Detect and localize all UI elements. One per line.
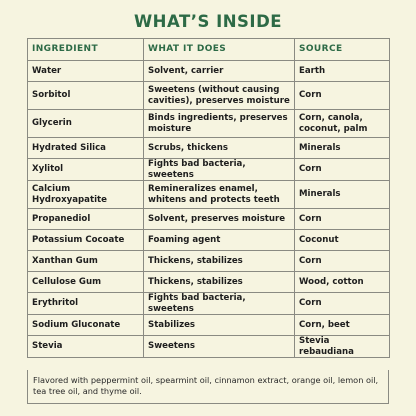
source-cell: Minerals (295, 181, 390, 209)
function-cell: Thickens, stabilizes (144, 251, 295, 272)
source-cell: Corn (295, 82, 390, 110)
ingredient-cell: Sodium Gluconate (28, 315, 144, 336)
source-cell: Corn (295, 209, 390, 230)
function-cell: Remineralizes enamel, whitens and protects teeth (144, 181, 295, 209)
table-row (28, 315, 390, 336)
function-cell: Solvent, preserves moisture (144, 209, 295, 230)
ingredient-cell: Xylitol (28, 159, 144, 181)
table-row (28, 159, 390, 181)
ingredients-table (27, 38, 390, 358)
source-cell: Stevia rebaudiana (295, 336, 390, 358)
table-row (28, 251, 390, 272)
table-row (28, 293, 390, 315)
ingredient-cell: Sorbitol (28, 82, 144, 110)
table-row (28, 61, 390, 82)
function-cell: Binds ingredients, preserves moisture (144, 110, 295, 138)
ingredient-cell: Xanthan Gum (28, 251, 144, 272)
function-cell: Solvent, carrier (144, 61, 295, 82)
ingredient-cell: Cellulose Gum (28, 272, 144, 293)
table-row (28, 336, 390, 358)
source-cell: Coconut (295, 230, 390, 251)
function-cell: Fights bad bacteria, sweetens (144, 159, 295, 181)
ingredient-cell: Water (28, 61, 144, 82)
function-cell: Sweetens (without causing cavities), preserves moisture (144, 82, 295, 110)
table-row (28, 82, 390, 110)
source-cell: Corn (295, 251, 390, 272)
function-cell: Foaming agent (144, 230, 295, 251)
function-cell: Fights bad bacteria, sweetens (144, 293, 295, 315)
source-cell: Corn, beet (295, 315, 390, 336)
ingredient-cell: Propanediol (28, 209, 144, 230)
header-source: SOURCE (295, 39, 390, 61)
header-function: WHAT IT DOES (144, 39, 295, 61)
ingredient-cell: Potassium Cocoate (28, 230, 144, 251)
ingredient-cell: Erythritol (28, 293, 144, 315)
table-row (28, 209, 390, 230)
function-cell: Scrubs, thickens (144, 138, 295, 159)
flavor-footnote: Flavored with peppermint oil, spearmint oil, cinnamon extract, orange oil, lemon oil, tea tree oil, and thyme oil. (27, 370, 389, 404)
source-cell: Corn, canola, coconut, palm (295, 110, 390, 138)
ingredient-cell: Calcium Hydroxyapatite (28, 181, 144, 209)
ingredient-cell: Stevia (28, 336, 144, 358)
header-ingredient: INGREDIENT (28, 39, 144, 61)
ingredient-cell: Glycerin (28, 110, 144, 138)
source-cell: Corn (295, 159, 390, 181)
table-row (28, 138, 390, 159)
page-title: WHAT’S INSIDE (133, 12, 283, 31)
table-header-row (28, 39, 390, 61)
function-cell: Stabilizes (144, 315, 295, 336)
table-row (28, 110, 390, 138)
source-cell: Wood, cotton (295, 272, 390, 293)
function-cell: Sweetens (144, 336, 295, 358)
ingredient-cell: Hydrated Silica (28, 138, 144, 159)
table-row (28, 272, 390, 293)
source-cell: Minerals (295, 138, 390, 159)
function-cell: Thickens, stabilizes (144, 272, 295, 293)
table-row (28, 181, 390, 209)
table-row (28, 230, 390, 251)
source-cell: Earth (295, 61, 390, 82)
source-cell: Corn (295, 293, 390, 315)
